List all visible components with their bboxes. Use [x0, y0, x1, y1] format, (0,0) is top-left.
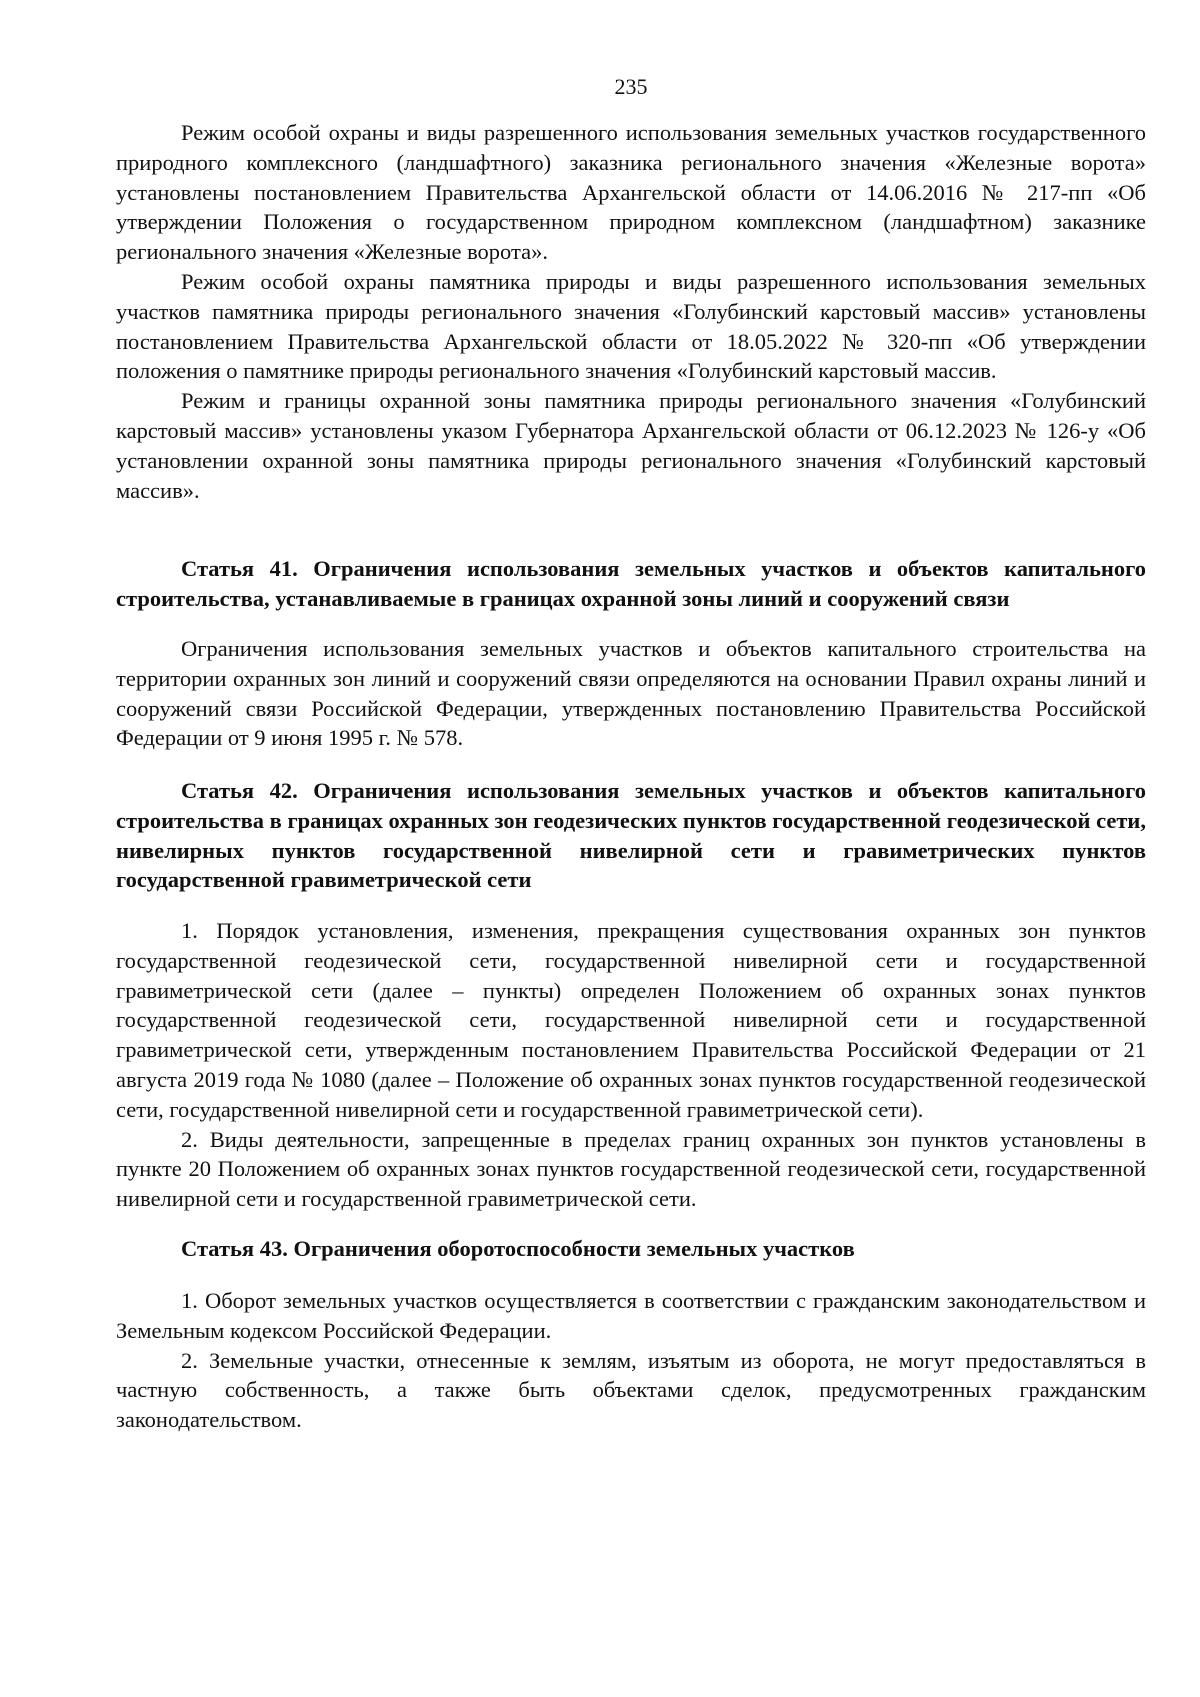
intro-paragraph-1: Режим особой охраны и виды разрешенного использования земельных участков государственного природного комплексного (ландшафтного) заказника регионального значения «Железные ворота» установлены постановлением Правительства Архангельской области от 14.06.2016 № 217-пп «Об утверждении Положения о государственном природном комплексном (ландшафтном) заказнике регионального значения «Железные ворота».	[116, 120, 1146, 265]
page-number: 235	[614, 74, 648, 99]
intro-paragraph-2: Режим особой охраны памятника природы и виды разрешенного использования земельных участков памятника природы регионального значения «Голубинский карстовый массив» установлены постановлением Правительства Архангельской области от 18.05.2022 № 320-пп «Об утверждении положения о памятнике природы регионального значения «Голубинский карстовый массив.	[116, 268, 1146, 384]
article-41-paragraph-1: Ограничения использования земельных участков и объектов капитального строительства на территории охранных зон линий и сооружений связи определяются на основании Правил охраны линий и сооружений связи Российской Федерации, утвержденных постановлению Правительства Российской Федерации от 9 июня 1995 г. № 578.	[116, 636, 1146, 751]
article-43-heading: Статья 43. Ограничения оборотоспособности земельных участков	[181, 1236, 855, 1261]
intro-section	[116, 118, 1146, 505]
article-42-paragraph-2: 2. Виды деятельности, запрещенные в пределах границ охранных зон пунктов установлены в пункте 20 Положением об охранных зонах пунктов государственной геодезической сети, государственной нивелирной сети и государственной гравиметрической сети.	[116, 1126, 1146, 1212]
article-42-paragraph-1: 1. Порядок установления, изменения, прекращения существования охранных зон пунктов государственной геодезической сети, государственной нивелирной сети и государственной гравиметрической сети (далее – пункты) определен Положением об охранных зонах пунктов государственной геодезической сети, государственной нивелирной сети и государственной гравиметрической сети, утвержденным постановлением Правительства Российской Федерации от 21 августа 2019 года № 1080 (далее – Положение об охранных зонах пунктов государственной геодезической сети, государственной нивелирной сети и государственной гравиметрической сети).	[116, 918, 1146, 1122]
article-42-section	[116, 776, 1146, 895]
article-41-section	[116, 554, 1146, 614]
article-43-paragraph-1: 1. Оборот земельных участков осуществляется в соответствии с гражданским законодательством и Земельным кодексом Российской Федерации.	[116, 1288, 1146, 1343]
article-43-paragraph-2: 2. Земельные участки, отнесенные к землям, изъятым из оборота, не могут предоставляться в частную собственность, а также быть объектами сделок, предусмотренных гражданским законодательством.	[116, 1347, 1146, 1433]
article-43-section	[116, 1234, 1146, 1264]
article-42-body	[116, 916, 1146, 1214]
article-43-body	[116, 1286, 1146, 1435]
intro-paragraph-3: Режим и границы охранной зоны памятника природы регионального значения «Голубинский карстовый массив» установлены указом Губернатора Архангельской области от 06.12.2023 № 126-у «Об установлении охранной зоны памятника природы регионального значения «Голубинский карстовый массив».	[116, 388, 1146, 503]
article-42-heading: Статья 42. Ограничения использования земельных участков и объектов капитального строительства в границах охранных зон геодезических пунктов государственной геодезической сети, нивелирных пунктов государственной нивелирной сети и гравиметрических пунктов государственной гравиметрической сети	[116, 778, 1146, 893]
article-41-body	[116, 634, 1146, 753]
article-41-heading: Статья 41. Ограничения использования земельных участков и объектов капитального строительства, устанавливаемые в границах охранной зоны линий и сооружений связи	[116, 556, 1146, 611]
